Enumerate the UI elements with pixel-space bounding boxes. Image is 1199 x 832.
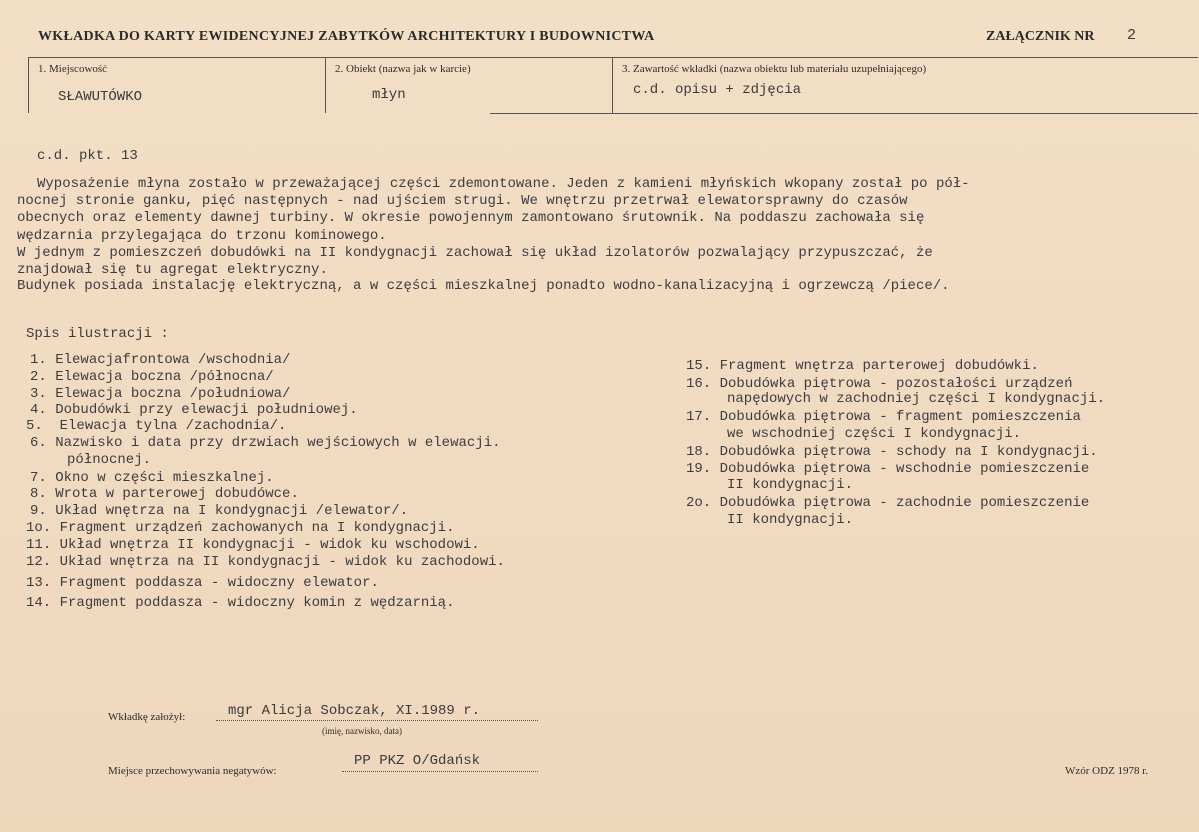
item-text: we wschodniej części I kondygnacji. bbox=[727, 426, 1022, 442]
item-number: 19. bbox=[686, 461, 712, 477]
item-text: Dobudówki przy elewacji południowej. bbox=[55, 402, 358, 418]
body-line: wędzarnia przylegająca do trzonu kominowego. bbox=[17, 228, 387, 244]
illustration-item bbox=[30, 402, 358, 418]
illustration-item-continued bbox=[727, 512, 853, 528]
body-line: nocnej stronie ganku, pięć następnych - nad ujściem strugi. We wnętrzu przetrwał elewatorsprawny do czasów bbox=[17, 193, 908, 209]
field-underline-2 bbox=[490, 113, 612, 114]
item-number: 6. bbox=[30, 435, 47, 451]
field-2-label: 2. Obiekt (nazwa jak w karcie) bbox=[335, 63, 471, 75]
illustration-item bbox=[686, 376, 1072, 392]
negatives-value: PP PKZ O/Gdańsk bbox=[354, 753, 481, 769]
card-title: WKŁADKA DO KARTY EWIDENCYJNEJ ZABYTKÓW ARCHITEKTURY I BUDOWNICTWA bbox=[38, 29, 655, 44]
annex-label: ZAŁĄCZNIK NR bbox=[986, 29, 1095, 44]
field-underline-3 bbox=[612, 113, 1198, 114]
item-number: 7. bbox=[30, 470, 47, 486]
item-text: Układ wnętrza na I kondygnacji /elewator/. bbox=[55, 503, 409, 519]
item-text: Dobudówka piętrowa - wschodnie pomieszczenie bbox=[719, 461, 1090, 477]
illustration-item bbox=[30, 386, 290, 402]
item-text: Nazwisko i data przy drzwiach wejściowych w elewacji. bbox=[55, 435, 501, 451]
body-line: Wyposażenie młyna zostało w przeważającej części zdemontowane. Jeden z kamieni młyńskich wkopany został po pół- bbox=[37, 176, 970, 192]
illustration-item bbox=[686, 495, 1089, 511]
author-dotted-line bbox=[216, 720, 538, 721]
negatives-dotted-line bbox=[342, 771, 538, 772]
item-number: 1o. bbox=[26, 520, 52, 536]
item-number: 11. bbox=[26, 537, 52, 553]
illustration-item bbox=[30, 486, 299, 502]
body-line: obecnych oraz elementy dawnej turbiny. W okresie powojennym zamontowano śrutownik. Na poddaszu zachowała się bbox=[17, 210, 925, 226]
item-text: Układ wnętrza II kondygnacji - widok ku wschodowi. bbox=[59, 537, 480, 553]
item-number: 15. bbox=[686, 358, 712, 374]
item-text: Elewacjafrontowa /wschodnia/ bbox=[55, 352, 291, 368]
item-text: Dobudówka piętrowa - pozostałości urządzeń bbox=[719, 376, 1073, 392]
item-text: napędowych w zachodniej części I kondygnacji. bbox=[727, 391, 1106, 407]
field-divider-2 bbox=[612, 57, 613, 113]
field-3-label: 3. Zawartość wkładki (nazwa obiektu lub materiału uzupełniającego) bbox=[622, 63, 927, 75]
field-2-value: młyn bbox=[372, 87, 406, 103]
item-text: II kondygnacji. bbox=[727, 512, 854, 528]
field-3-value: c.d. opisu + zdjęcia bbox=[633, 82, 802, 98]
illustration-item bbox=[26, 554, 505, 570]
item-number: 2. bbox=[30, 369, 47, 385]
item-number: 12. bbox=[26, 554, 52, 570]
form-id: Wzór ODZ 1978 r. bbox=[1065, 765, 1149, 777]
item-number: 3. bbox=[30, 386, 47, 402]
illustration-item bbox=[686, 358, 1039, 374]
header-rule bbox=[28, 57, 1198, 58]
item-text: Elewacja boczna /północna/ bbox=[55, 369, 274, 385]
item-text: Elewacja boczna /południowa/ bbox=[55, 386, 291, 402]
illustration-item bbox=[26, 418, 286, 434]
item-number: 13. bbox=[26, 575, 52, 591]
item-text: Układ wnętrza na II kondygnacji - widok ku zachodowi. bbox=[59, 554, 505, 570]
illustrations-heading: Spis ilustracji : bbox=[26, 326, 169, 342]
item-number: 1. bbox=[30, 352, 47, 368]
item-number: 4. bbox=[30, 402, 47, 418]
illustration-item-continued bbox=[727, 477, 853, 493]
illustration-item bbox=[30, 470, 274, 486]
body-heading: c.d. pkt. 13 bbox=[37, 148, 138, 164]
illustration-item-continued bbox=[727, 391, 1105, 407]
item-text: Fragment wnętrza parterowej dobudówki. bbox=[719, 358, 1039, 374]
illustration-item bbox=[686, 461, 1089, 477]
field-1-label: 1. Miejscowość bbox=[38, 63, 108, 75]
illustration-item-continued bbox=[727, 426, 1021, 442]
annex-number: 2 bbox=[1127, 27, 1137, 44]
illustration-item bbox=[686, 409, 1081, 425]
illustration-item bbox=[30, 503, 408, 519]
illustration-item bbox=[30, 435, 501, 451]
item-text: Dobudówka piętrowa - schody na I kondygnacji. bbox=[719, 444, 1098, 460]
author-label: Wkładkę założył: bbox=[108, 711, 186, 723]
item-number: 14. bbox=[26, 595, 52, 611]
item-number: 17. bbox=[686, 409, 712, 425]
illustration-item bbox=[26, 595, 455, 611]
illustration-item bbox=[686, 444, 1098, 460]
item-text: Wrota w parterowej dobudówce. bbox=[55, 486, 299, 502]
item-text: Fragment urządzeń zachowanych na I kondygnacji. bbox=[59, 520, 455, 536]
body-line: W jednym z pomieszczeń dobudówki na II kondygnacji zachował się układ izolatorów pozwalający przypuszczać, że bbox=[17, 245, 933, 261]
item-number: 9. bbox=[30, 503, 47, 519]
illustration-item bbox=[30, 369, 274, 385]
body-line: Budynek posiada instalację elektryczną, a w części mieszkalnej ponadto wodno-kanalizacyjną i ogrzewczą /piece/. bbox=[17, 278, 950, 294]
item-text: północnej. bbox=[67, 452, 152, 468]
item-text: Fragment poddasza - widoczny komin z wędzarnią. bbox=[59, 595, 455, 611]
item-number: 16. bbox=[686, 376, 712, 392]
item-text: Fragment poddasza - widoczny elewator. bbox=[59, 575, 379, 591]
illustration-item bbox=[26, 575, 379, 591]
item-number: 5. bbox=[26, 418, 43, 434]
item-number: 2o. bbox=[686, 495, 712, 511]
item-text: Dobudówka piętrowa - zachodnie pomieszczenie bbox=[719, 495, 1090, 511]
item-text: II kondygnacji. bbox=[727, 477, 854, 493]
item-text: Okno w części mieszkalnej. bbox=[55, 470, 274, 486]
item-text: Elewacja tylna /zachodnia/. bbox=[59, 418, 287, 434]
item-number: 18. bbox=[686, 444, 712, 460]
negatives-label: Miejsce przechowywania negatywów: bbox=[108, 765, 277, 777]
author-value: mgr Alicja Sobczak, XI.1989 r. bbox=[228, 703, 481, 719]
illustration-item bbox=[26, 537, 480, 553]
field-1-value: SŁAWUTÓWKO bbox=[58, 89, 143, 105]
author-hint: (imię, nazwisko, data) bbox=[322, 726, 402, 736]
illustration-item-continued bbox=[67, 452, 151, 468]
body-line: znajdował się tu agregat elektryczny. bbox=[17, 262, 328, 278]
field-divider-1 bbox=[325, 57, 326, 113]
illustration-item bbox=[30, 352, 290, 368]
illustration-item bbox=[26, 520, 455, 536]
field-divider-left bbox=[28, 57, 29, 113]
item-text: Dobudówka piętrowa - fragment pomieszczenia bbox=[719, 409, 1081, 425]
item-number: 8. bbox=[30, 486, 47, 502]
